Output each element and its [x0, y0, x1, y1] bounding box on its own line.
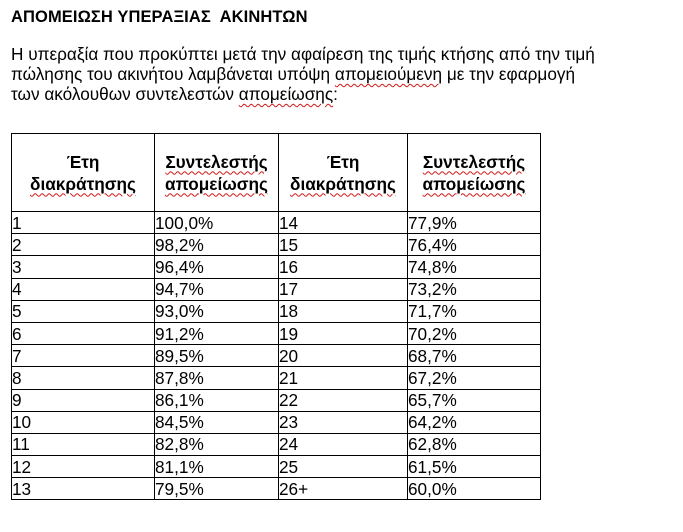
coefficient-cell: 76,4%	[408, 234, 541, 256]
years-held-cell: 12	[12, 456, 155, 478]
years-held-cell: 6	[12, 322, 155, 344]
header-coefficient	[155, 134, 279, 212]
coefficient-cell: 81,1%	[155, 456, 279, 478]
table-row	[12, 456, 541, 478]
years-held-cell: 19	[279, 322, 408, 344]
table-row	[12, 389, 541, 411]
years-held-cell: 23	[279, 411, 408, 433]
coefficient-cell: 73,2%	[408, 278, 541, 300]
table-body	[12, 212, 541, 500]
header-coefficient	[408, 134, 541, 212]
header-line: Έτη	[66, 151, 100, 172]
coefficient-cell: 62,8%	[408, 433, 541, 455]
coefficient-cell: 84,5%	[155, 411, 279, 433]
document-title: ΑΠΟΜΕΙΩΣΗ ΥΠΕΡΑΞΙΑΣ ΑΚΙΝΗΤΩΝ	[11, 8, 308, 26]
coefficient-cell: 64,2%	[408, 411, 541, 433]
coefficient-cell: 89,5%	[155, 345, 279, 367]
years-held-cell: 5	[12, 300, 155, 322]
coefficient-cell: 74,8%	[408, 256, 541, 278]
coefficient-cell: 77,9%	[408, 212, 541, 234]
header-years-held	[12, 134, 155, 212]
table-row	[12, 478, 541, 500]
years-held-cell: 11	[12, 433, 155, 455]
header-line: απομείωσης	[165, 173, 268, 194]
table-row	[12, 300, 541, 322]
coefficient-cell: 82,8%	[155, 433, 279, 455]
intro-line-2	[11, 64, 676, 84]
header-line: Συντελεστής	[165, 151, 268, 172]
years-held-cell: 8	[12, 367, 155, 389]
reduction-coefficients-table	[11, 133, 541, 500]
coefficient-cell: 96,4%	[155, 256, 279, 278]
table-row	[12, 322, 541, 344]
years-held-cell: 17	[279, 278, 408, 300]
table-header-row	[12, 134, 541, 212]
years-held-cell: 9	[12, 389, 155, 411]
years-held-cell: 18	[279, 300, 408, 322]
years-held-cell: 15	[279, 234, 408, 256]
years-held-cell: 4	[12, 278, 155, 300]
coefficient-cell: 98,2%	[155, 234, 279, 256]
coefficient-cell: 70,2%	[408, 322, 541, 344]
spellcheck-flagged-word[interactable]: απομειούμενη	[334, 64, 443, 84]
years-held-cell: 10	[12, 411, 155, 433]
years-held-cell: 22	[279, 389, 408, 411]
years-held-cell: 20	[279, 345, 408, 367]
years-held-cell: 13	[12, 478, 155, 500]
coefficient-cell: 91,2%	[155, 322, 279, 344]
header-line: διακράτησης	[290, 173, 396, 194]
coefficient-cell: 65,7%	[408, 389, 541, 411]
coefficient-cell: 87,8%	[155, 367, 279, 389]
table-row	[12, 367, 541, 389]
years-held-cell: 14	[279, 212, 408, 234]
years-held-cell: 24	[279, 433, 408, 455]
header-line: απομείωσης	[422, 173, 526, 194]
header-line: Έτη	[326, 151, 360, 172]
header-line: διακράτησης	[30, 173, 136, 194]
coefficient-cell: 67,2%	[408, 367, 541, 389]
coefficient-cell: 94,7%	[155, 278, 279, 300]
years-held-cell: 21	[279, 367, 408, 389]
years-held-cell: 26+	[279, 478, 408, 500]
intro-text: πώλησης του ακινήτου λαμβάνεται υπόψη	[11, 64, 335, 84]
table-row	[12, 234, 541, 256]
intro-text: με την εφαρμογή	[442, 64, 576, 84]
coefficient-cell: 61,5%	[408, 456, 541, 478]
table-row	[12, 411, 541, 433]
coefficient-cell: 79,5%	[155, 478, 279, 500]
coefficient-cell: 60,0%	[408, 478, 541, 500]
table-row	[12, 278, 541, 300]
intro-text: :	[333, 84, 338, 104]
coefficient-cell: 100,0%	[155, 212, 279, 234]
coefficient-cell: 71,7%	[408, 300, 541, 322]
intro-text: των ακόλουθων συντελεστών	[11, 84, 239, 104]
table-row	[12, 433, 541, 455]
years-held-cell: 16	[279, 256, 408, 278]
table-row	[12, 212, 541, 234]
coefficient-cell: 93,0%	[155, 300, 279, 322]
intro-line-1: Η υπεραξία που προκύπτει μετά την αφαίρεση της τιμής κτήσης από την τιμή	[11, 44, 595, 64]
spellcheck-flagged-word[interactable]: απομείωσης	[238, 84, 334, 104]
header-line: Συντελεστής	[422, 151, 526, 172]
years-held-cell: 1	[12, 212, 155, 234]
coefficient-cell: 68,7%	[408, 345, 541, 367]
years-held-cell: 3	[12, 256, 155, 278]
coefficient-cell: 86,1%	[155, 389, 279, 411]
table-row	[12, 345, 541, 367]
years-held-cell: 7	[12, 345, 155, 367]
intro-paragraph	[11, 44, 676, 104]
years-held-cell: 2	[12, 234, 155, 256]
years-held-cell: 25	[279, 456, 408, 478]
intro-line-3	[11, 84, 676, 104]
header-years-held	[279, 134, 408, 212]
table-row	[12, 256, 541, 278]
